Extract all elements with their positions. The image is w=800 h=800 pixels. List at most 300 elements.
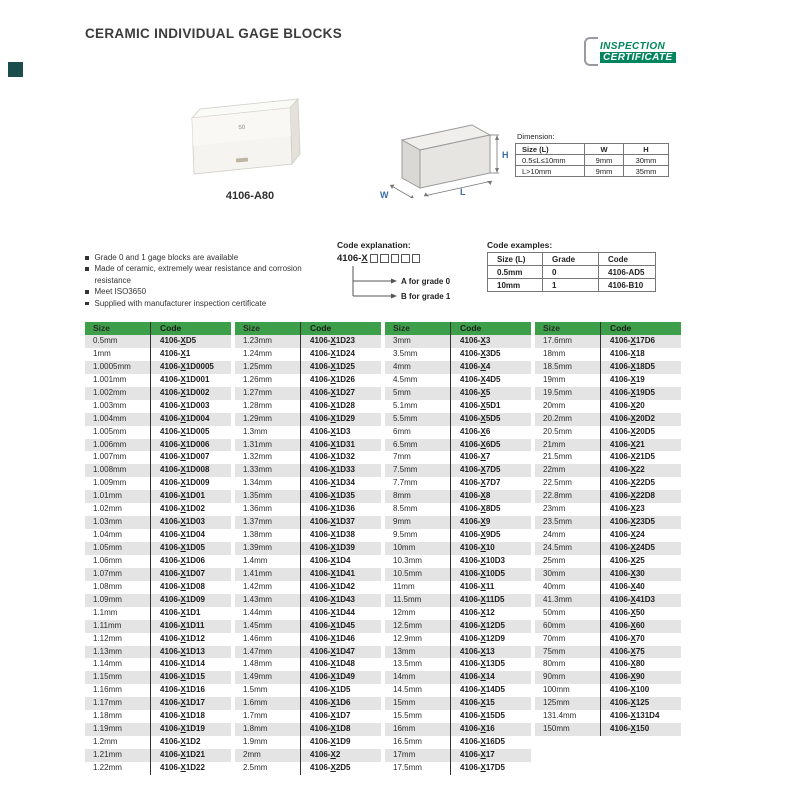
size-cell: 13.5mm bbox=[393, 659, 422, 669]
code-x-placeholder: X bbox=[330, 737, 336, 747]
code-cell: 4106-X40 bbox=[600, 581, 681, 594]
size-cell: 1.34mm bbox=[243, 478, 272, 488]
table-row bbox=[385, 400, 531, 413]
code-x-placeholder: X bbox=[330, 659, 336, 669]
code-x-placeholder: X bbox=[480, 387, 486, 397]
size-cell: 1.38mm bbox=[243, 530, 272, 540]
table-row: 10mm 1 4106-B10 bbox=[488, 279, 656, 292]
size-cell: 8mm bbox=[393, 491, 411, 501]
table-row bbox=[235, 335, 381, 348]
code-cell: 4106-X1D8 bbox=[300, 723, 381, 736]
size-cell: 3.5mm bbox=[393, 348, 418, 358]
code-cell: 4106-X12D5 bbox=[450, 620, 531, 633]
code-x-placeholder: X bbox=[180, 478, 186, 488]
code-cell: 4106-X8 bbox=[450, 490, 531, 503]
code-x-placeholder: X bbox=[330, 491, 336, 501]
code-branch-lines bbox=[348, 264, 403, 302]
table-row bbox=[235, 697, 381, 710]
placeholder-box bbox=[391, 254, 400, 263]
size-cell: 1.13mm bbox=[93, 646, 122, 656]
table-row bbox=[385, 451, 531, 464]
table-row: 0.5≤L≤10mm 9mm 30mm bbox=[516, 155, 669, 166]
code-x-placeholder: X bbox=[630, 400, 636, 410]
size-cell: 1.49mm bbox=[243, 672, 272, 682]
code-x-placeholder: X bbox=[180, 633, 186, 643]
table-row bbox=[235, 607, 381, 620]
code-x-placeholder: X bbox=[480, 530, 486, 540]
size-table-4 bbox=[535, 322, 681, 775]
code-cell: 4106-X1D32 bbox=[300, 451, 381, 464]
feature-list bbox=[85, 252, 327, 309]
code-cell: 4106-X1D13 bbox=[150, 646, 231, 659]
code-cell: 4106-X1D38 bbox=[300, 529, 381, 542]
table-row bbox=[235, 749, 381, 762]
code-x-placeholder: X bbox=[630, 711, 636, 721]
code-cell: 4106-X1D27 bbox=[300, 387, 381, 400]
code-cell: 4106-X22 bbox=[600, 464, 681, 477]
code-x-placeholder: X bbox=[180, 426, 186, 436]
size-cell: 1.5mm bbox=[243, 685, 268, 695]
size-cell: 4.5mm bbox=[393, 374, 418, 384]
size-cell: 5.5mm bbox=[393, 413, 418, 423]
size-cell: 1.001mm bbox=[93, 374, 127, 384]
code-cell: 4106-X1D28 bbox=[300, 400, 381, 413]
code-x-placeholder: X bbox=[480, 581, 486, 591]
code-x-placeholder: X bbox=[630, 374, 636, 384]
table-row bbox=[535, 620, 681, 633]
table-row bbox=[385, 710, 531, 723]
code-cell: 4106-X6D5 bbox=[450, 439, 531, 452]
code-x-placeholder: X bbox=[180, 672, 186, 682]
code-cell: 4106-X23D5 bbox=[600, 516, 681, 529]
table-row bbox=[535, 361, 681, 374]
code-x-placeholder: X bbox=[630, 336, 636, 345]
size-cell: 1.03mm bbox=[93, 517, 122, 527]
table-row bbox=[85, 542, 231, 555]
page-edge-marker bbox=[8, 62, 23, 77]
code-x-placeholder: X bbox=[180, 646, 186, 656]
code-x-placeholder: X bbox=[630, 659, 636, 669]
table-row bbox=[85, 387, 231, 400]
code-cell: 4106-X1D21 bbox=[150, 749, 231, 762]
size-cell: 1.18mm bbox=[93, 711, 122, 721]
size-table-3 bbox=[385, 322, 531, 775]
size-cell: 1.41mm bbox=[243, 568, 272, 578]
code-cell: 4106-X1D1 bbox=[150, 607, 231, 620]
code-x-placeholder: X bbox=[330, 336, 336, 345]
code-x-placeholder: X bbox=[480, 672, 486, 682]
table-header-row: Size (L) Grade Code bbox=[488, 253, 656, 266]
size-cell: 41.3mm bbox=[543, 594, 572, 604]
size-cell: 19mm bbox=[543, 374, 566, 384]
size-cell: 20.2mm bbox=[543, 413, 572, 423]
table-row bbox=[385, 387, 531, 400]
size-cell: 6.5mm bbox=[393, 439, 418, 449]
code-cell: 4106-X131D4 bbox=[600, 710, 681, 723]
code-cell: 4106-X1D47 bbox=[300, 646, 381, 659]
dimension-table bbox=[515, 143, 669, 177]
table-row bbox=[235, 477, 381, 490]
size-cell: 11.5mm bbox=[393, 594, 422, 604]
code-cell: 4106-X100 bbox=[600, 684, 681, 697]
size-table-2 bbox=[235, 322, 381, 775]
list-item: Supplied with manufacturer inspection certificate bbox=[85, 298, 327, 309]
table-row bbox=[235, 710, 381, 723]
table-row bbox=[235, 490, 381, 503]
code-x-placeholder: X bbox=[330, 698, 336, 708]
size-cell: 1.004mm bbox=[93, 413, 127, 423]
code-cell: 4106-X1D06 bbox=[150, 555, 231, 568]
size-cell: 17.6mm bbox=[543, 336, 572, 345]
size-cell: 18mm bbox=[543, 348, 566, 358]
size-cell: 20.5mm bbox=[543, 426, 572, 436]
code-cell: 4106-X1D007 bbox=[150, 451, 231, 464]
code-cell: 4106-X17D5 bbox=[450, 762, 531, 775]
code-cell: 4106-X22D5 bbox=[600, 477, 681, 490]
table-row bbox=[85, 568, 231, 581]
code-x-placeholder: X bbox=[330, 711, 336, 721]
code-x-placeholder: X bbox=[330, 413, 336, 423]
code-x-placeholder: X bbox=[480, 594, 486, 604]
code-cell: 4106-X1D19 bbox=[150, 723, 231, 736]
code-cell: 4106-X5D1 bbox=[450, 400, 531, 413]
table-row bbox=[535, 542, 681, 555]
code-cell: 4106-X18D5 bbox=[600, 361, 681, 374]
code-x-placeholder: X bbox=[330, 646, 336, 656]
code-cell: 4106-X1D23 bbox=[300, 335, 381, 348]
code-cell: 4106-X2 bbox=[300, 749, 381, 762]
code-x-placeholder: X bbox=[630, 348, 636, 358]
page-title: CERAMIC INDIVIDUAL GAGE BLOCKS bbox=[85, 26, 343, 41]
size-cell: 19.5mm bbox=[543, 387, 572, 397]
code-x-placeholder: X bbox=[480, 517, 486, 527]
size-cell: 22mm bbox=[543, 465, 566, 475]
size-cell: 1.45mm bbox=[243, 620, 272, 630]
dimension-label: Dimension: bbox=[517, 132, 555, 141]
code-x-placeholder: X bbox=[630, 568, 636, 578]
code-cell: 4106-X25 bbox=[600, 555, 681, 568]
code-cell: 4106-X11D5 bbox=[450, 594, 531, 607]
table-row: 0.5mm 0 4106-AD5 bbox=[488, 266, 656, 279]
size-cell: 6mm bbox=[393, 426, 411, 436]
code-x-placeholder: X bbox=[180, 711, 186, 721]
table-row bbox=[385, 426, 531, 439]
code-cell: 4106-X1D45 bbox=[300, 620, 381, 633]
code-x-placeholder: X bbox=[180, 439, 186, 449]
table-row bbox=[85, 516, 231, 529]
code-cell: 4106-X1D6 bbox=[300, 697, 381, 710]
inspection-certificate-badge bbox=[584, 37, 676, 66]
code-cell: 4106-X1D14 bbox=[150, 658, 231, 671]
code-x-placeholder: X bbox=[330, 530, 336, 540]
code-x-placeholder: X bbox=[630, 413, 636, 423]
table-row bbox=[85, 762, 231, 775]
certificate-bracket-icon bbox=[584, 37, 598, 66]
size-cell: 13mm bbox=[393, 646, 416, 656]
code-cell: 4106-X70 bbox=[600, 633, 681, 646]
size-cell: 7.7mm bbox=[393, 478, 418, 488]
code-cell: 4106-X75 bbox=[600, 646, 681, 659]
table-row bbox=[85, 749, 231, 762]
table-row bbox=[85, 723, 231, 736]
table-row: L>10mm 9mm 35mm bbox=[516, 166, 669, 177]
code-cell: 4106-X2D5 bbox=[300, 762, 381, 775]
size-cell: 1.42mm bbox=[243, 581, 272, 591]
size-cell: 1.43mm bbox=[243, 594, 272, 604]
code-x-placeholder: X bbox=[480, 685, 486, 695]
code-cell: 4106-X1D34 bbox=[300, 477, 381, 490]
size-cell: 1.35mm bbox=[243, 491, 272, 501]
table-row bbox=[535, 697, 681, 710]
size-cell: 4mm bbox=[393, 361, 411, 371]
table-row bbox=[85, 477, 231, 490]
code-x-placeholder: X bbox=[180, 568, 186, 578]
table-row bbox=[235, 503, 381, 516]
code-x-placeholder: X bbox=[630, 620, 636, 630]
code-cell: 4106-X10D5 bbox=[450, 568, 531, 581]
size-cell: 1.0005mm bbox=[93, 361, 131, 371]
size-cell: 1.48mm bbox=[243, 659, 272, 669]
table-row bbox=[535, 477, 681, 490]
code-cell: 4106-X20D5 bbox=[600, 426, 681, 439]
code-cell: 4106-X1D37 bbox=[300, 516, 381, 529]
code-x-placeholder: X bbox=[630, 646, 636, 656]
code-cell: 4106-X1D39 bbox=[300, 542, 381, 555]
size-cell: 131.4mm bbox=[543, 711, 577, 721]
code-examples-label: Code examples: bbox=[487, 240, 553, 250]
code-x-placeholder: X bbox=[180, 413, 186, 423]
size-cell: 40mm bbox=[543, 581, 566, 591]
table-row bbox=[85, 361, 231, 374]
code-x-placeholder: X bbox=[480, 646, 486, 656]
table-row bbox=[535, 581, 681, 594]
code-x-placeholder: X bbox=[480, 413, 486, 423]
table-row bbox=[235, 348, 381, 361]
placeholder-box bbox=[380, 254, 389, 263]
size-cell: 1.11mm bbox=[93, 620, 122, 630]
size-cell: 1.9mm bbox=[243, 737, 268, 747]
code-x-placeholder: X bbox=[480, 737, 486, 747]
code-cell: 4106-X13D5 bbox=[450, 658, 531, 671]
table-row bbox=[385, 633, 531, 646]
code-x-placeholder: X bbox=[480, 374, 486, 384]
code-cell: 4106-X1D41 bbox=[300, 568, 381, 581]
table-row bbox=[535, 426, 681, 439]
code-cell: 4106-X16D5 bbox=[450, 736, 531, 749]
size-cell: 1.002mm bbox=[93, 387, 127, 397]
code-x-placeholder: X bbox=[180, 452, 186, 462]
size-cell: 1.37mm bbox=[243, 517, 272, 527]
table-row bbox=[235, 671, 381, 684]
code-x-placeholder: X bbox=[480, 607, 486, 617]
table-row bbox=[235, 542, 381, 555]
size-cell: 1.3mm bbox=[243, 426, 268, 436]
code-cell: 4106-X19 bbox=[600, 374, 681, 387]
table-row bbox=[235, 529, 381, 542]
table-row bbox=[85, 581, 231, 594]
code-cell: 4106-XD5 bbox=[150, 335, 231, 348]
code-x-placeholder: X bbox=[330, 439, 336, 449]
table-row bbox=[535, 671, 681, 684]
code-cell: 4106-X60 bbox=[600, 620, 681, 633]
code-cell: 4106-X1D05 bbox=[150, 542, 231, 555]
code-x-placeholder: X bbox=[630, 465, 636, 475]
size-cell: 25mm bbox=[543, 555, 566, 565]
code-x-placeholder: X bbox=[180, 555, 186, 565]
code-cell: 4106-X1D22 bbox=[150, 762, 231, 775]
size-column-header: Size bbox=[543, 323, 561, 333]
size-cell: 1.32mm bbox=[243, 452, 272, 462]
code-x-placeholder: X bbox=[630, 633, 636, 643]
code-x-placeholder: X bbox=[330, 465, 336, 475]
table-row bbox=[535, 516, 681, 529]
table-row bbox=[535, 413, 681, 426]
size-cell: 1.007mm bbox=[93, 452, 127, 462]
code-x-placeholder: X bbox=[180, 698, 186, 708]
table-row bbox=[385, 464, 531, 477]
size-cell: 10.5mm bbox=[393, 568, 422, 578]
code-x-placeholder: X bbox=[330, 672, 336, 682]
size-cell: 14mm bbox=[393, 672, 416, 682]
table-row bbox=[385, 671, 531, 684]
code-cell: 4106-X1D9 bbox=[300, 736, 381, 749]
code-cell: 4106-X1D24 bbox=[300, 348, 381, 361]
size-cell: 2mm bbox=[243, 750, 261, 759]
code-cell: 4106-X1D005 bbox=[150, 426, 231, 439]
size-cell: 0.5mm bbox=[93, 336, 118, 345]
code-cell: 4106-X1D44 bbox=[300, 607, 381, 620]
size-cell: 1.29mm bbox=[243, 413, 272, 423]
grade-b-note: B for grade 1 bbox=[401, 292, 451, 301]
table-row bbox=[235, 568, 381, 581]
code-cell: 4106-X1D33 bbox=[300, 464, 381, 477]
size-cell: 24.5mm bbox=[543, 543, 572, 552]
table-row bbox=[385, 646, 531, 659]
code-x-placeholder: X bbox=[330, 724, 336, 734]
code-x-placeholder: X bbox=[630, 452, 636, 462]
code-cell: 4106-X15D5 bbox=[450, 710, 531, 723]
code-cell: 4106-X19D5 bbox=[600, 387, 681, 400]
code-cell: 4106-X9 bbox=[450, 516, 531, 529]
code-x-placeholder: X bbox=[330, 581, 336, 591]
table-row bbox=[85, 646, 231, 659]
table-row bbox=[535, 529, 681, 542]
table-row bbox=[385, 439, 531, 452]
code-x-placeholder: X bbox=[330, 633, 336, 643]
table-row bbox=[235, 516, 381, 529]
table-row bbox=[385, 516, 531, 529]
size-cell: 20mm bbox=[543, 400, 566, 410]
code-cell: 4106-X1D08 bbox=[150, 581, 231, 594]
code-cell: 4106-X5D5 bbox=[450, 413, 531, 426]
code-x-placeholder: X bbox=[330, 568, 336, 578]
code-cell: 4106-X14 bbox=[450, 671, 531, 684]
bullet-icon bbox=[85, 290, 89, 294]
table-row bbox=[85, 633, 231, 646]
table-row bbox=[535, 555, 681, 568]
table-row bbox=[235, 374, 381, 387]
table-row bbox=[535, 439, 681, 452]
table-row bbox=[535, 607, 681, 620]
code-x-placeholder: X bbox=[330, 374, 336, 384]
size-cell: 1.39mm bbox=[243, 543, 272, 552]
table-row bbox=[385, 374, 531, 387]
size-cell: 1.07mm bbox=[93, 568, 122, 578]
size-cell: 23.5mm bbox=[543, 517, 572, 527]
table-row bbox=[85, 426, 231, 439]
code-x-placeholder: X bbox=[180, 530, 186, 540]
code-cell: 4106-X1D16 bbox=[150, 684, 231, 697]
bullet-icon bbox=[85, 256, 89, 260]
table-row bbox=[535, 568, 681, 581]
size-table-header bbox=[235, 322, 381, 335]
table-row bbox=[385, 529, 531, 542]
size-cell: 9mm bbox=[393, 517, 411, 527]
code-x-placeholder: X bbox=[630, 724, 636, 734]
size-cell: 1.02mm bbox=[93, 504, 122, 514]
table-row bbox=[85, 374, 231, 387]
code-x-placeholder: X bbox=[630, 594, 636, 604]
size-cell: 3mm bbox=[393, 336, 411, 345]
table-row bbox=[535, 684, 681, 697]
table-row bbox=[235, 464, 381, 477]
table-row bbox=[535, 646, 681, 659]
code-x-placeholder: X bbox=[630, 543, 636, 552]
code-examples-table bbox=[487, 252, 656, 292]
code-x-placeholder: X bbox=[630, 685, 636, 695]
size-cell: 1.06mm bbox=[93, 555, 122, 565]
table-row bbox=[85, 464, 231, 477]
code-cell: 4106-X9D5 bbox=[450, 529, 531, 542]
code-x-placeholder: X bbox=[480, 452, 486, 462]
table-row bbox=[385, 594, 531, 607]
code-cell: 4106-X21 bbox=[600, 439, 681, 452]
code-x-placeholder: X bbox=[480, 568, 486, 578]
table-row bbox=[535, 723, 681, 736]
code-x-placeholder: X bbox=[330, 361, 336, 371]
code-cell: 4106-X20 bbox=[600, 400, 681, 413]
size-cell: 9.5mm bbox=[393, 530, 418, 540]
table-row bbox=[85, 413, 231, 426]
code-x-placeholder: X bbox=[180, 517, 186, 527]
size-cell: 1.24mm bbox=[243, 348, 272, 358]
code-cell: 4106-X1D001 bbox=[150, 374, 231, 387]
code-x-placeholder: X bbox=[330, 387, 336, 397]
table-row bbox=[235, 400, 381, 413]
code-x-placeholder: X bbox=[330, 594, 336, 604]
code-cell: 4106-X1D002 bbox=[150, 387, 231, 400]
table-row bbox=[235, 413, 381, 426]
code-x-placeholder: X bbox=[330, 348, 336, 358]
code-x-placeholder: X bbox=[630, 607, 636, 617]
table-row bbox=[385, 361, 531, 374]
size-cell: 60mm bbox=[543, 620, 566, 630]
table-row bbox=[85, 710, 231, 723]
code-cell: 4106-X24 bbox=[600, 529, 681, 542]
code-cell: 4106-X1 bbox=[150, 348, 231, 361]
size-table-header bbox=[85, 322, 231, 335]
code-cell: 4106-X1D35 bbox=[300, 490, 381, 503]
size-cell: 11mm bbox=[393, 581, 415, 591]
code-cell: 4106-X41D3 bbox=[600, 594, 681, 607]
code-x-placeholder: X bbox=[180, 737, 186, 747]
size-cell: 1.2mm bbox=[93, 737, 118, 747]
code-cell: 4106-X7 bbox=[450, 451, 531, 464]
size-cell: 1.6mm bbox=[243, 698, 268, 708]
code-x-placeholder: X bbox=[480, 711, 486, 721]
diagram-label-l: L bbox=[460, 187, 466, 197]
table-row bbox=[85, 697, 231, 710]
